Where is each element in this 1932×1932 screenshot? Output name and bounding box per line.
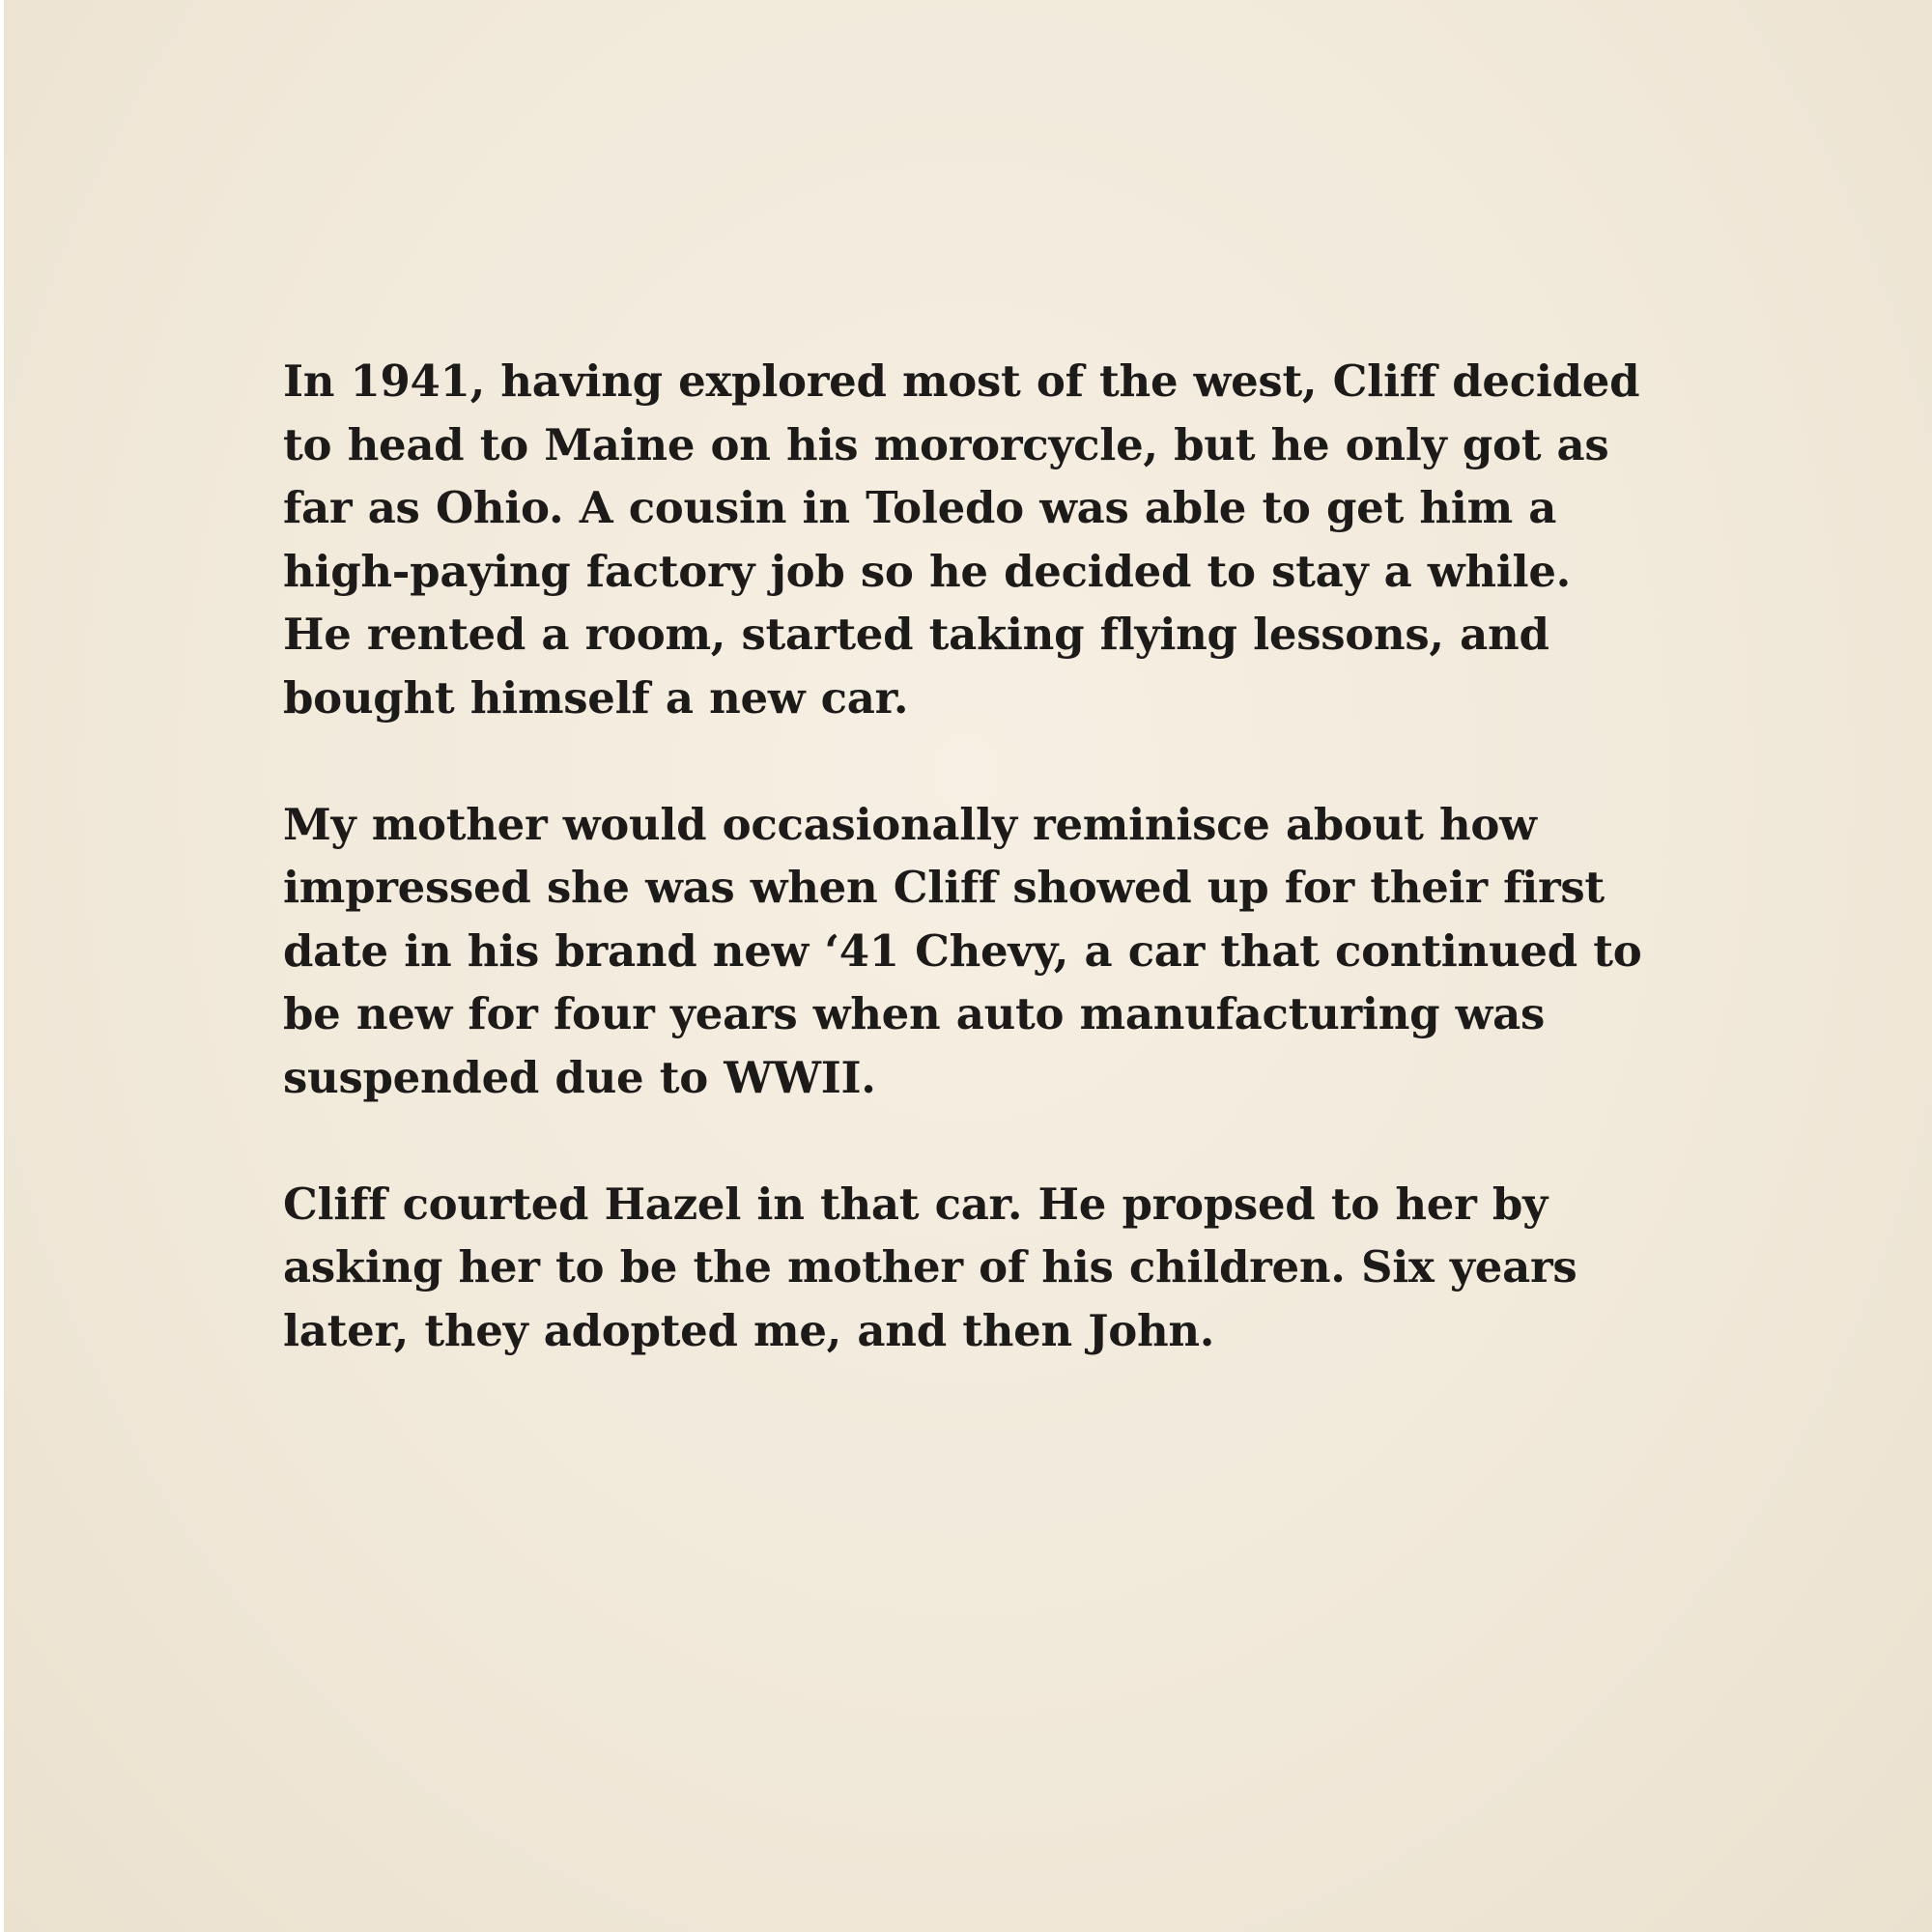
text-line: bought himself a new car.: [283, 671, 909, 724]
paragraph-2: [283, 793, 1674, 1110]
text-line: be new for four years when auto manufacturing was: [283, 988, 1545, 1039]
text-line: My mother would occasionally reminisce about how: [283, 798, 1537, 850]
text-line: Cliff courted Hazel in that car. He propsed to her by: [283, 1178, 1548, 1230]
text-line: date in his brand new ‘41 Chevy, a car that continued to: [283, 924, 1642, 977]
text-line: He rented a room, started taking flying lessons, and: [283, 609, 1549, 660]
text-line: to head to Maine on his mororcycle, but he only got as: [283, 418, 1609, 470]
text-line: suspended due to WWII.: [283, 1051, 876, 1103]
text-line: high-paying factory job so he decided to stay a while.: [283, 545, 1572, 597]
paragraph-3: [283, 1173, 1674, 1363]
text-line: later, they adopted me, and then John.: [283, 1304, 1215, 1356]
page-edge: [0, 0, 4, 1932]
text-line: In 1941, having explored most of the west, Cliff decided: [283, 355, 1640, 407]
text-line: far as Ohio. A cousin in Toledo was able to get him a: [283, 482, 1557, 533]
text-line: asking her to be the mother of his children. Six years: [283, 1241, 1577, 1293]
paragraph-1: [283, 350, 1674, 729]
text-line: impressed she was when Cliff showed up for their first: [283, 862, 1605, 913]
story-text: [283, 350, 1674, 1426]
